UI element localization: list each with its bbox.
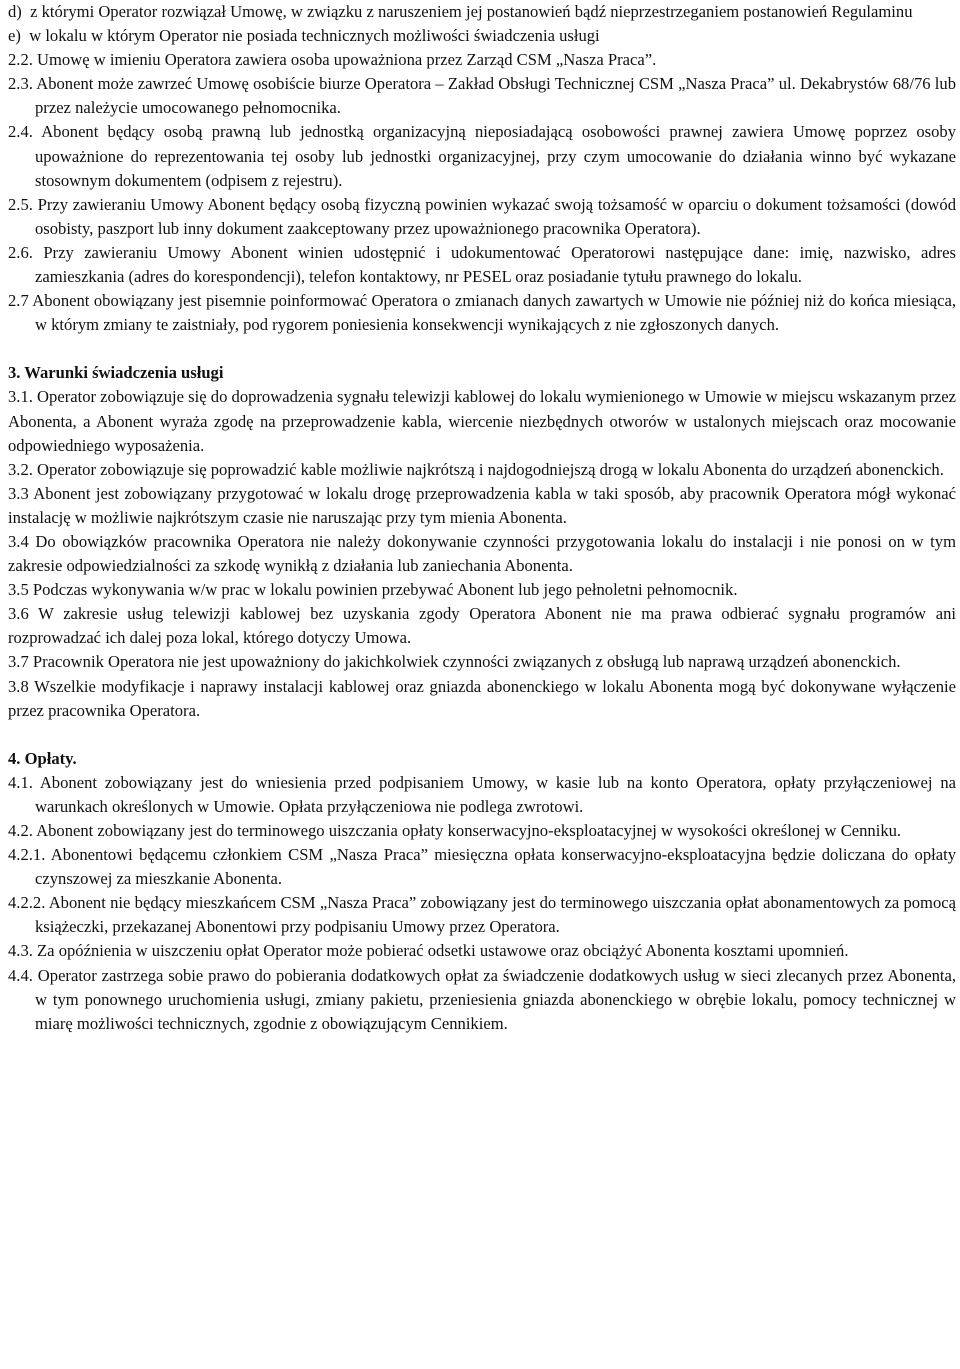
clause-4-4: 4.4. Operator zastrzega sobie prawo do pobierania dodatkowych opłat za świadczenie dodatkowych usług w sieci zlecanych przez Abonenta, w tym ponownego uruchomienia usługi, zmiany pakietu, przeniesienia gniazda abonenckiego w obrębie lokalu, pomocy technicznej w miarę możliwości technicznych, zgodnie z obowiązującym Cennikiem. [8, 965, 956, 1033]
clause-4-2: 4.2. Abonent zobowiązany jest do terminowego uiszczania opłaty konserwacyjno-eksploatacyjnej w wysokości określonej w Cenniku. [8, 821, 902, 840]
clause-2-6: 2.6. Przy zawieraniu Umowy Abonent winien udostępnić i udokumentować Operatorowi następujące dane: imię, nazwisko, adres zamieszkania (adres do korespondencji), telefon kontaktowy, nr PESEL oraz posiadanie tytułu prawnego do lokalu. [8, 242, 956, 287]
clause-3-8: 3.8 Wszelkie modyfikacje i naprawy instalacji kablowej oraz gniazda abonenckiego w lokalu Abonenta mogą być dokonywane wyłączenie przez pracownika Operatora. [8, 676, 956, 720]
clause-2-3: 2.3. Abonent może zawrzeć Umowę osobiście biurze Operatora – Zakład Obsługi Technicznej CSM „Nasza Praca” ul. Dekabrystów 68/76 lub przez należycie umocowanego pełnomocnika. [8, 74, 956, 118]
clause-3-7: 3.7 Pracownik Operatora nie jest upoważniony do jakichkolwiek czynności związanych z obsługą lub naprawą urządzeń abonenckich. [8, 652, 901, 672]
clause-4-2-2: 4.2.2. Abonent nie będący mieszkańcem CSM „Nasza Praca” zobowiązany jest do terminowego uiszczania opłat abonamentowych za pomocą książeczki, przekazanej Abonentowi przy podpisaniu Umowy przez Operatora. [8, 893, 956, 937]
list-item-e: e) w lokalu w którym Operator nie posiada technicznych możliwości świadczenia usługi [8, 26, 600, 46]
section-3-heading: 3. Warunki świadczenia usługi [8, 363, 224, 383]
clause-4-3: 4.3. Za opóźnienia w uiszczeniu opłat Operator może pobierać odsetki ustawowe oraz obciążyć Abonenta kosztami upomnień. [8, 941, 849, 961]
clause-3-4: 3.4 Do obowiązków pracownika Operatora nie należy dokonywanie czynności przygotowania lokalu do instalacji i nie ponosi on w tym zakresie odpowiedzialności za szkodę wynikłą z działania lub zaniechania Abonenta. [8, 531, 956, 576]
clause-3-2: 3.2. Operator zobowiązuje się poprowadzić kable możliwie najkrótszą i najdogodniejszą drogą w lokalu Abonenta do urządzeń abonenckich. [8, 459, 944, 479]
section-4-heading: 4. Opłaty. [8, 748, 77, 768]
clause-2-2: 2.2. Umowę w imieniu Operatora zawiera osoba upoważniona przez Zarząd CSM „Nasza Praca”. [8, 50, 657, 70]
clause-3-1: 3.1. Operator zobowiązuje się do doprowadzenia sygnału telewizji kablowej do lokalu wymienionego w Umowie w miejscu wskazanym przez Abonenta, a Abonent wyraża zgodę na przeprowadzenie kabla, wiercenie niezbędnych otworów w ustalonych miejscach oraz mocowanie odpowiedniego wyposażenia. [8, 387, 956, 455]
list-item-d: d) z którymi Operator rozwiązał Umowę, w związku z naruszeniem jej postanowień bądź nieprzestrzeganiem postanowień Regulaminu [8, 2, 913, 21]
clause-2-4: 2.4. Abonent będący osobą prawną lub jednostką organizacyjną nieposiadającą osobowości prawnej zawiera Umowę poprzez osoby upoważnione do reprezentowania tej osoby lub jednostki organizacyjnej, przy czym umocowanie do działania winno być wykazane stosownym dokumentem (odpisem z rejestru). [8, 122, 956, 190]
clause-2-5: 2.5. Przy zawieraniu Umowy Abonent będący osobą fizyczną powinien wykazać swoją tożsamość w oparciu o dokument tożsamości (dowód osobisty, paszport lub inny dokument zaakceptowany przez upoważnionego pracownika Operatora). [8, 194, 956, 238]
clause-4-1: 4.1. Abonent zobowiązany jest do wniesienia przed podpisaniem Umowy, w kasie lub na konto Operatora, opłaty przyłączeniowej na warunkach określonych w Umowie. Opłata przyłączeniowa nie podlega zwrotowi. [8, 772, 956, 816]
clause-2-7: 2.7 Abonent obowiązany jest pisemnie poinformować Operatora o zmianach danych zawartych w Umowie nie później niż do końca miesiąca, w którym zmiany te zaistniały, pod rygorem poniesienia konsekwencji wynikających z nie zgłoszonych danych. [8, 291, 956, 335]
clause-3-6: 3.6 W zakresie usług telewizji kablowej bez uzyskania zgody Operatora Abonent nie ma prawa odbierać sygnału programów ani rozprowadzać ich dalej poza lokal, którego dotyczy Umowa. [8, 604, 956, 648]
clause-3-5: 3.5 Podczas wykonywania w/w prac w lokalu powinien przebywać Abonent lub jego pełnoletni pełnomocnik. [8, 580, 738, 600]
clause-3-3: 3.3 Abonent jest zobowiązany przygotować w lokalu drogę przeprowadzenia kabla w taki sposób, aby pracownik Operatora mógł wykonać instalację w możliwie najkrótszym czasie nie naruszając przy tym mienia Abonenta. [8, 483, 956, 527]
clause-4-2-1: 4.2.1. Abonentowi będącemu członkiem CSM „Nasza Praca” miesięczna opłata konserwacyjno-eksploatacyjna będzie doliczana do opłaty czynszowej za mieszkanie Abonenta. [8, 845, 956, 889]
